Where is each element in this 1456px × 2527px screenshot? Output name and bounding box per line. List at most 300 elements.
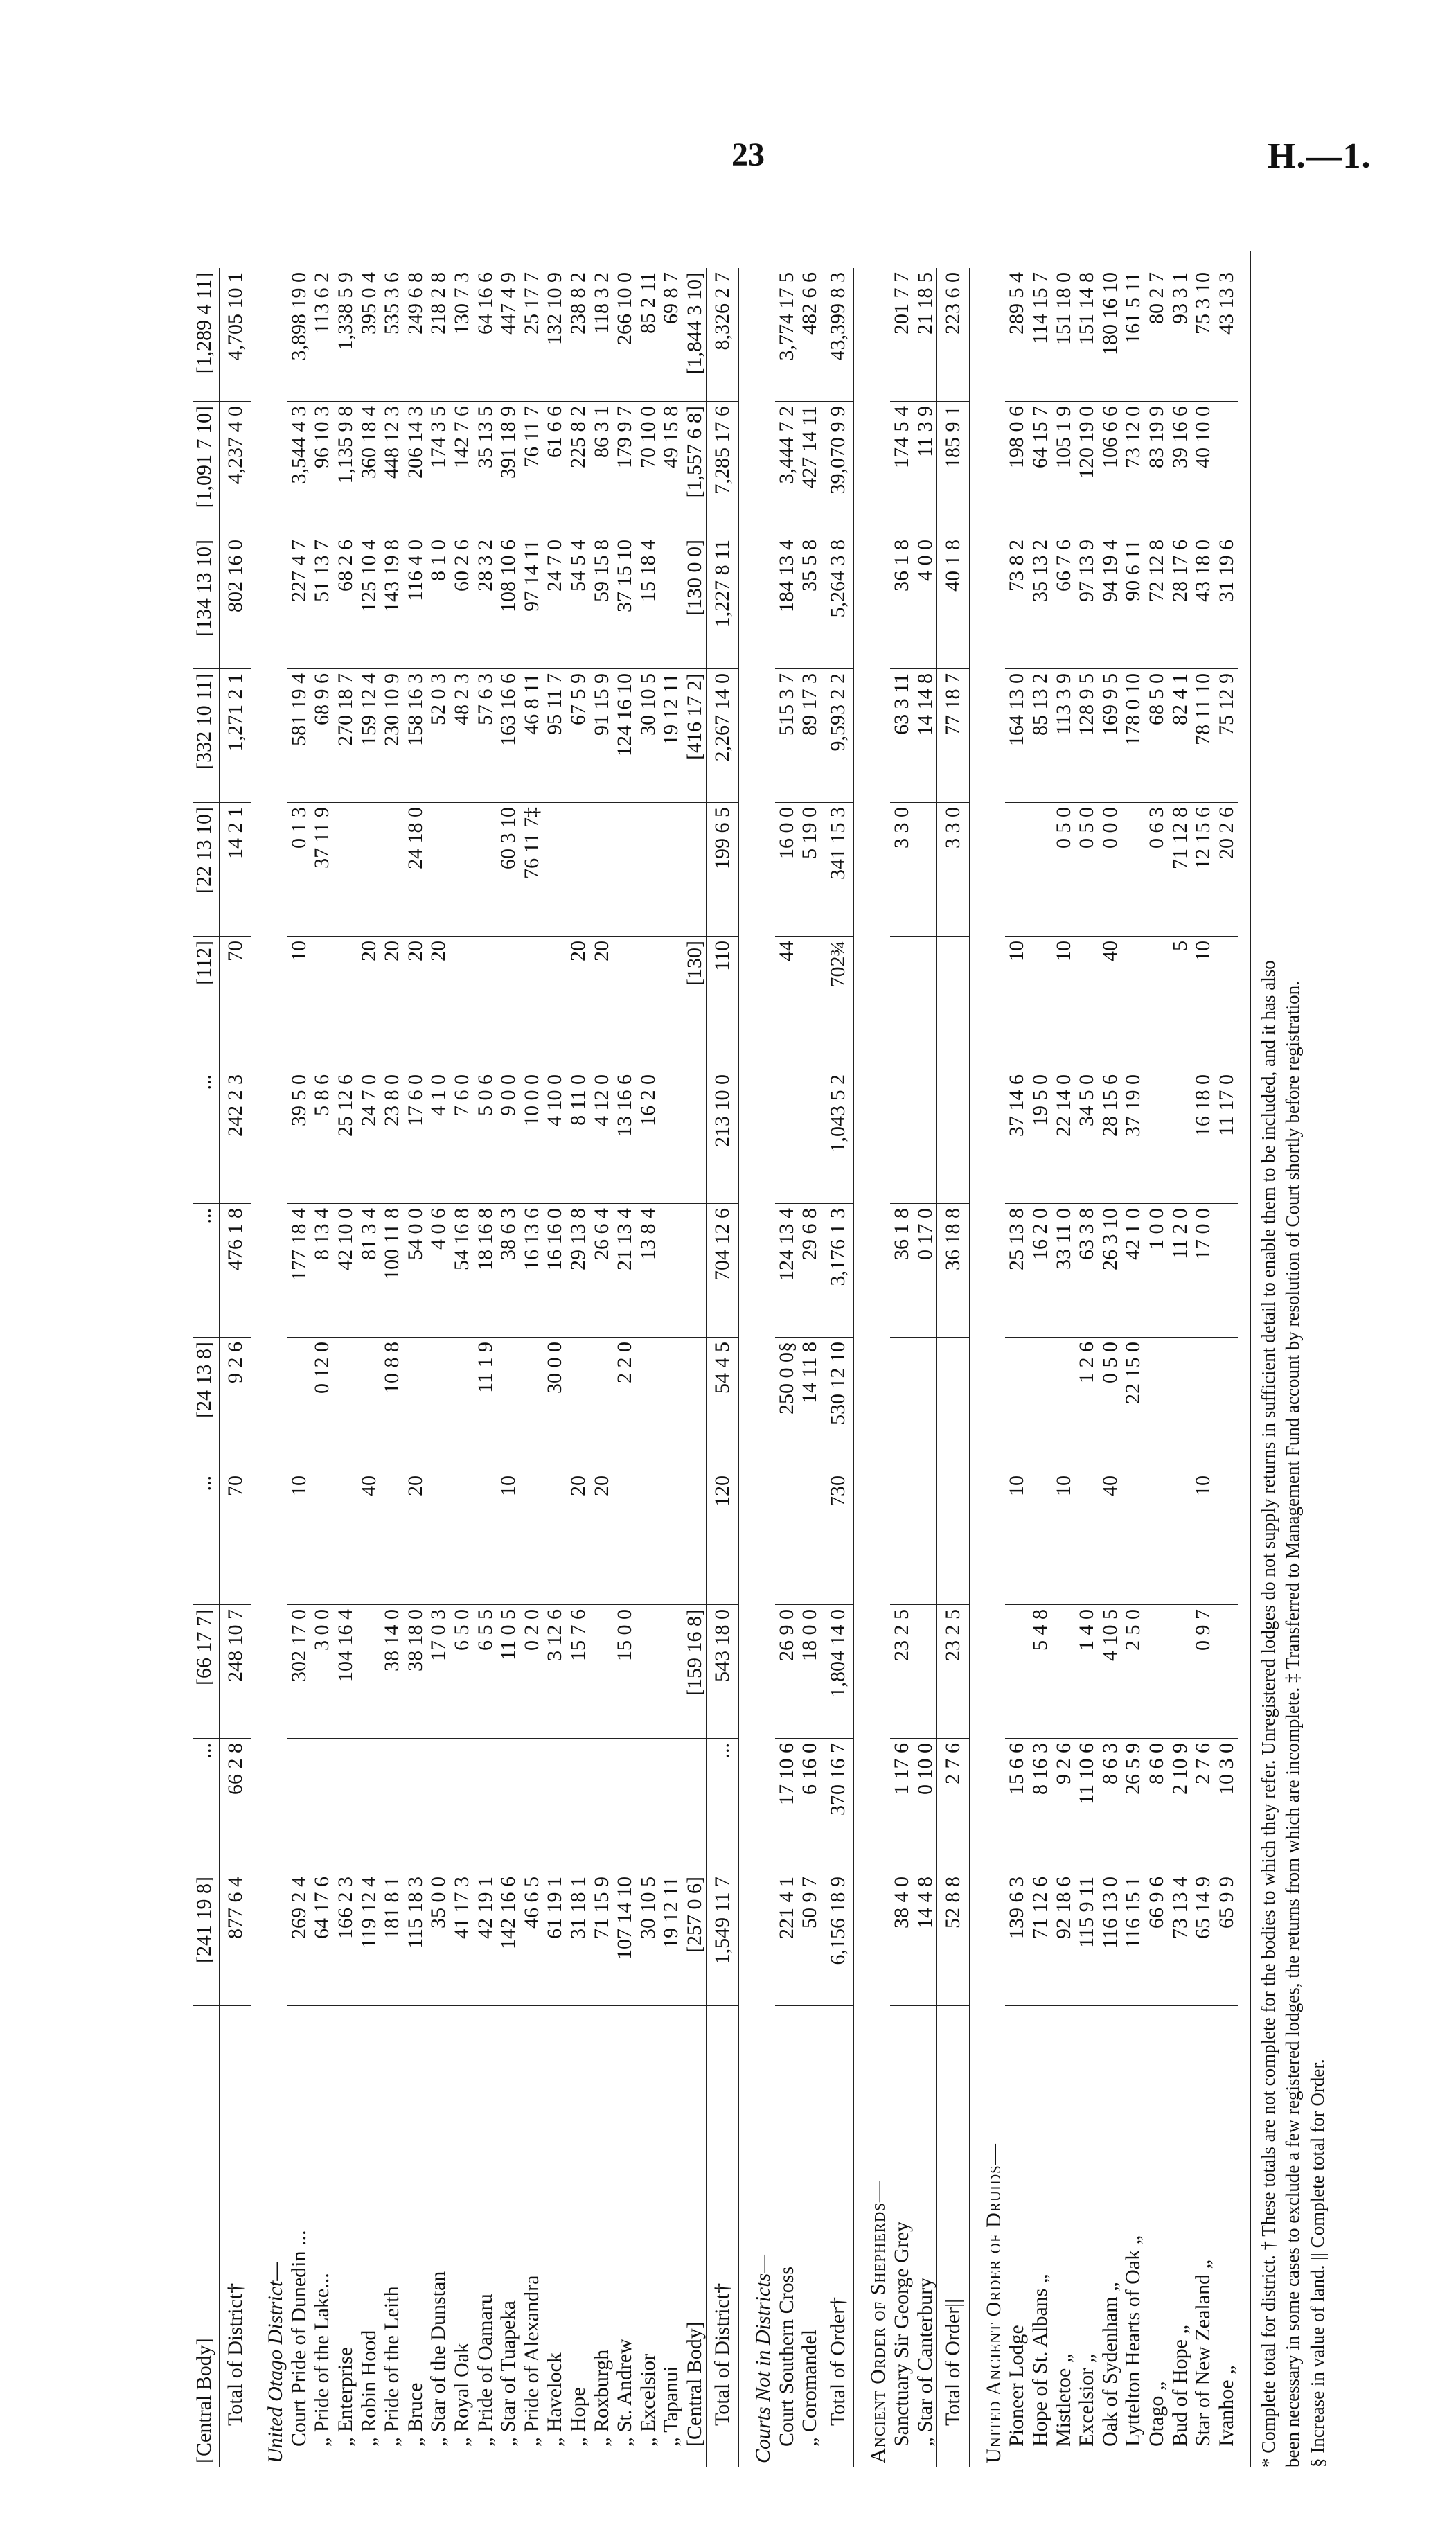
value-cell [937,1471,970,1605]
value-cell: 24 18 0 [404,803,427,937]
value-cell: 110 [707,937,739,1070]
table-row [567,268,590,2467]
value-cell: 39,070 9 9 [822,402,854,535]
value-cell: 530 12 10 [822,1338,854,1471]
value-cell: 60 2 6 [450,535,474,669]
value-cell: 139 6 3 [1005,1872,1029,2006]
table-row [1075,268,1099,2467]
value-cell [1215,937,1239,1070]
value-cell: 16 16 0 [543,1204,567,1338]
value-cell: 11 1 9 [474,1338,497,1471]
value-cell [334,1471,357,1605]
value-cell [659,1338,683,1471]
value-cell: 23 8 0 [380,1070,404,1204]
value-cell: 8 1 0 [427,535,450,669]
value-cell [659,535,683,669]
value-cell: 26 5 9 [1121,1739,1145,1872]
value-cell [890,937,914,1070]
value-cell [914,803,937,937]
value-cell: ... [193,1204,219,1338]
table-row [380,268,404,2467]
value-cell: 17 0 0 [1191,1204,1215,1338]
value-cell [890,1070,914,1204]
row-label: Court Pride of Dunedin ... [287,2230,310,2447]
value-cell: 221 4 1 [775,1872,799,2006]
value-cell [613,803,637,937]
value-cell: 28 17 6 [1169,535,1192,669]
value-cell: 125 10 4 [357,535,381,669]
value-cell: 20 [357,937,381,1070]
section-heading: United Otago District— [264,2262,287,2463]
value-cell [543,803,567,937]
table-row [334,268,357,2467]
value-cell: 91 15 9 [590,669,614,803]
value-cell [1169,1070,1192,1204]
value-cell [380,803,404,937]
value-cell: 20 [380,937,404,1070]
value-cell: 289 5 4 [1005,268,1029,402]
value-cell: 0 5 0 [1075,803,1099,937]
value-cell: 44 [775,937,799,1070]
value-cell: 10 [1191,937,1215,1070]
value-cell: 20 [404,937,427,1070]
value-cell: 4 12 0 [590,1070,614,1204]
value-cell: 5,264 3 8 [822,535,854,669]
value-cell [357,1338,381,1471]
value-cell [637,937,660,1070]
value-cell [1215,1471,1239,1605]
value-cell: 179 9 7 [613,402,637,535]
value-cell: 116 4 0 [404,535,427,669]
value-cell: 3 0 0 [310,1605,334,1739]
value-cell: 164 13 0 [1005,669,1029,803]
value-cell: 75 3 10 [1191,268,1215,402]
value-cell: 0 5 0 [1052,803,1076,937]
value-cell: 49 15 8 [659,402,683,535]
row-label: „ Roxburgh [589,2349,613,2447]
value-cell: 23 2 5 [937,1605,970,1739]
value-cell [1075,1471,1099,1605]
value-cell: 4 0 0 [914,535,937,669]
page-number: 23 [731,136,765,173]
value-cell [427,1471,450,1605]
value-cell [380,1739,404,1872]
value-cell: 52 8 8 [937,1872,970,2006]
row-label: „ Bruce [403,2382,427,2447]
value-cell: 180 16 10 [1099,268,1122,402]
value-cell: 4 10 5 [1099,1605,1122,1739]
table-row [890,268,914,2467]
value-cell: 42 10 0 [334,1204,357,1338]
value-cell: 223 6 0 [937,268,970,402]
table-row [520,268,544,2467]
row-label: „ Star of the Dunstan [427,2271,450,2447]
table-row [1215,268,1239,2467]
section-heading-row [251,268,287,2467]
value-cell: 120 [707,1471,739,1605]
value-cell: 3,176 1 3 [822,1204,854,1338]
value-cell: 8 13 4 [310,1204,334,1338]
table-row [543,268,567,2467]
value-cell [659,1204,683,1338]
value-cell: 230 10 9 [380,669,404,803]
table-row [450,268,474,2467]
value-cell: 206 14 3 [404,402,427,535]
value-cell: 218 2 8 [427,268,450,402]
value-cell [637,1338,660,1471]
value-cell: 5 19 0 [798,803,822,937]
value-cell: 178 0 10 [1121,669,1145,803]
value-cell: 81 3 4 [357,1204,381,1338]
value-cell: 10 8 8 [380,1338,404,1471]
value-cell: 35 5 8 [798,535,822,669]
value-cell: 8 6 3 [1099,1739,1122,1872]
value-cell: 248 10 7 [219,1605,251,1739]
value-cell: 37 14 6 [1005,1070,1029,1204]
value-cell: 1,271 2 1 [219,669,251,803]
value-cell [543,937,567,1070]
value-cell: 35 13 2 [1029,535,1052,669]
value-cell [1005,803,1029,937]
value-cell: 78 11 10 [1191,669,1215,803]
footnote-line: § Increase in value of land. || Complete total for Order. [1306,2059,1328,2467]
value-cell: 72 12 8 [1145,535,1169,669]
row-label: „ Robin Hood [357,2330,380,2447]
value-cell [427,1739,450,1872]
table-body [193,268,1238,2467]
value-cell: 68 9 6 [310,669,334,803]
table-row [357,268,381,2467]
value-cell: 70 [219,937,251,1070]
row-label: [Central Body] [682,2321,706,2447]
value-cell: 22 15 0 [1121,1338,1145,1471]
value-cell [497,937,520,1070]
row-label: „ Pride of Alexandra [520,2275,543,2447]
value-cell: 66 7 6 [1052,535,1076,669]
value-cell: 249 6 8 [404,268,427,402]
table-row [822,268,854,2467]
table-row [590,268,614,2467]
value-cell: 30 10 5 [637,669,660,803]
value-cell: 61 19 1 [543,1872,567,2006]
value-cell: 116 13 0 [1099,1872,1122,2006]
value-cell [637,803,660,937]
value-cell: 71 12 6 [1029,1872,1052,2006]
value-cell: 36 18 8 [937,1204,970,1338]
value-cell: 6 5 0 [450,1605,474,1739]
value-cell: 151 18 0 [1052,268,1076,402]
value-cell: 447 4 9 [497,268,520,402]
table-row [637,268,660,2467]
value-cell: 19 5 0 [1029,1070,1052,1204]
value-cell: 59 15 8 [590,535,614,669]
value-cell: 35 13 5 [474,402,497,535]
value-cell: 5 8 6 [310,1070,334,1204]
value-cell: 63 3 11 [890,669,914,803]
value-cell [798,1471,822,1605]
table-row [219,268,251,2467]
value-cell: 100 11 8 [380,1204,404,1338]
value-cell: [332 10 11] [193,669,219,803]
value-cell: 1,227 8 11 [707,535,739,669]
value-cell: 3,774 17 5 [775,268,799,402]
value-cell: 20 [404,1471,427,1605]
row-label: [Central Body] [193,2006,219,2468]
value-cell [637,1471,660,1605]
value-cell: 581 19 4 [287,669,311,803]
value-cell [914,1338,937,1471]
value-cell: [1,844 3 10] [683,268,707,402]
value-cell: 68 5 0 [1145,669,1169,803]
value-cell: 36 1 8 [890,1204,914,1338]
value-cell [450,1471,474,1605]
value-cell: 2 5 0 [1121,1605,1145,1739]
value-cell: 70 [219,1471,251,1605]
value-cell: 163 16 6 [497,669,520,803]
value-cell: 8 16 3 [1029,1739,1052,1872]
value-cell: 35 0 0 [427,1872,450,2006]
value-cell: 242 2 3 [219,1070,251,1204]
value-cell: 9,593 2 2 [822,669,854,803]
value-cell [404,1739,427,1872]
rotated-table-region [193,195,1356,2467]
value-cell [1029,1338,1052,1471]
value-cell: 95 11 7 [543,669,567,803]
value-cell: 3 12 6 [543,1605,567,1739]
value-cell: 29 13 8 [567,1204,590,1338]
value-cell: 50 9 7 [798,1872,822,2006]
row-label: Pioneer Lodge [1005,2325,1029,2447]
value-cell [775,1070,799,1204]
value-cell: 10 3 0 [1215,1739,1239,1872]
value-cell: 17 6 0 [404,1070,427,1204]
row-label: Otago „ [1144,2381,1168,2447]
value-cell: 4 1 0 [427,1070,450,1204]
row-label: „ Royal Oak [450,2343,473,2447]
value-cell: 23 2 5 [890,1605,914,1739]
table-row [1029,268,1052,2467]
value-cell [637,1605,660,1739]
value-cell [357,803,381,937]
row-label: „ St. Andrew [613,2339,637,2447]
value-cell: ... [193,1471,219,1605]
value-cell [659,1471,683,1605]
value-cell: 40 [357,1471,381,1605]
value-cell [334,937,357,1070]
value-cell [287,1338,311,1471]
value-cell: 38 4 0 [890,1872,914,2006]
value-cell [590,803,614,937]
value-cell: 118 3 2 [590,268,614,402]
value-cell: 105 1 9 [1052,402,1076,535]
value-cell: 535 3 6 [380,268,404,402]
value-cell [1121,1471,1145,1605]
value-cell: 14 2 1 [219,803,251,937]
value-cell [890,1338,914,1471]
value-cell [1029,1471,1052,1605]
value-cell: 119 12 4 [357,1872,381,2006]
value-cell: 10 [1191,1471,1215,1605]
value-cell [287,1739,311,1872]
value-cell: 3 3 0 [890,803,914,937]
value-cell: 158 16 3 [404,669,427,803]
value-cell: 8 6 0 [1145,1739,1169,1872]
table-row [310,268,334,2467]
value-cell: 97 13 9 [1075,535,1099,669]
table-row [683,268,707,2467]
value-cell: 1,135 9 8 [334,402,357,535]
value-cell [890,1471,914,1605]
value-cell [937,1070,970,1204]
value-cell: 877 6 4 [219,1872,251,2006]
value-cell: 68 2 6 [334,535,357,669]
value-cell: [130] [683,937,707,1070]
value-cell: 0 6 3 [1145,803,1169,937]
value-cell: 113 3 9 [1052,669,1076,803]
value-cell: 65 9 9 [1215,1872,1239,2006]
value-cell: 24 7 0 [357,1070,381,1204]
value-cell: 10 0 0 [520,1070,544,1204]
table-row [427,268,450,2467]
table-row [914,268,937,2467]
value-cell: 80 2 7 [1145,268,1169,402]
value-cell: 16 13 6 [520,1204,544,1338]
value-cell [1145,1070,1169,1204]
value-cell: 391 18 9 [497,402,520,535]
value-cell: 64 16 6 [474,268,497,402]
value-cell: 71 15 9 [590,1872,614,2006]
table-row [798,268,822,2467]
value-cell: 1 17 6 [890,1739,914,1872]
row-label: „ Hope [566,2387,589,2447]
value-cell: 20 [567,937,590,1070]
value-cell: 476 1 8 [219,1204,251,1338]
value-cell: 181 8 1 [380,1872,404,2006]
value-cell [357,1739,381,1872]
value-cell [1145,1605,1169,1739]
value-cell [567,803,590,937]
value-cell [474,803,497,937]
value-cell [683,1471,707,1605]
value-cell: 1,804 14 0 [822,1605,854,1739]
table-row [1145,268,1169,2467]
value-cell: 66 9 6 [1145,1872,1169,2006]
value-cell: 3,898 19 0 [287,268,311,402]
value-cell: 238 8 2 [567,268,590,402]
value-cell [567,1338,590,1471]
value-cell: 184 13 4 [775,535,799,669]
value-cell: 2 7 6 [937,1739,970,1872]
value-cell [775,1471,799,1605]
value-cell: 17 0 3 [427,1605,450,1739]
value-cell: 1 0 0 [1145,1204,1169,1338]
table-row [1169,268,1192,2467]
value-cell: 124 16 10 [613,669,637,803]
value-cell: 543 18 0 [707,1605,739,1739]
value-cell: 0 10 0 [914,1739,937,1872]
value-cell: 16 2 0 [637,1070,660,1204]
value-cell: [24 13 8] [193,1338,219,1471]
value-cell: 69 8 7 [659,268,683,402]
value-cell: [112] [193,937,219,1070]
value-cell: 39 16 6 [1169,402,1192,535]
value-cell: 20 [567,1471,590,1605]
value-cell [1121,937,1145,1070]
value-cell: 21 18 5 [914,268,937,402]
value-cell: 4,705 10 1 [219,268,251,402]
value-cell: 227 4 7 [287,535,311,669]
value-cell: 19 12 11 [659,1872,683,2006]
value-cell: 704 12 6 [707,1204,739,1338]
value-cell: 3,444 7 2 [775,402,799,535]
value-cell [914,1605,937,1739]
table-row [404,268,427,2467]
value-cell [380,1471,404,1605]
value-cell: 132 10 9 [543,268,567,402]
value-cell: 1,338 5 9 [334,268,357,402]
value-cell: 0 0 0 [1099,803,1122,937]
value-cell: 37 15 10 [613,535,637,669]
value-cell: 7 6 0 [450,1070,474,1204]
value-cell: 448 12 3 [380,402,404,535]
value-cell: 33 11 0 [1052,1204,1076,1338]
value-cell [683,1338,707,1471]
value-cell [1121,803,1145,937]
value-cell: 130 7 3 [450,268,474,402]
value-cell [520,1739,544,1872]
value-cell: 75 12 9 [1215,669,1239,803]
value-cell: 5 4 8 [1029,1605,1052,1739]
value-cell: 86 3 1 [590,402,614,535]
value-cell: 30 10 5 [637,1872,660,2006]
value-cell [334,1739,357,1872]
value-cell: 73 8 2 [1005,535,1029,669]
value-cell: 174 5 4 [890,402,914,535]
row-label: Total of District† [219,2006,251,2468]
value-cell: 15 7 6 [567,1605,590,1739]
value-cell: 802 16 0 [219,535,251,669]
value-cell: 20 [427,937,450,1070]
value-cell: 10 [1052,1471,1076,1605]
value-cell: [159 16 8] [683,1605,707,1739]
value-cell: 20 [590,1471,614,1605]
row-label: Sanctuary Sir George Grey [890,2221,914,2447]
value-cell: ... [193,1070,219,1204]
value-cell: 225 8 2 [567,402,590,535]
value-cell: 9 2 6 [1052,1739,1076,1872]
value-cell: 266 10 0 [613,268,637,402]
value-cell: 1 4 0 [1075,1605,1099,1739]
value-cell: 360 18 4 [357,402,381,535]
value-cell: 15 0 0 [613,1605,637,1739]
value-cell [937,937,970,1070]
value-cell: 198 0 6 [1005,402,1029,535]
value-cell [798,937,822,1070]
value-cell: 83 19 9 [1145,402,1169,535]
table-row [497,268,520,2467]
table-row [1052,268,1076,2467]
value-cell [497,1739,520,1872]
value-cell: 94 19 4 [1099,535,1122,669]
value-cell: 34 5 0 [1075,1070,1099,1204]
value-cell: 51 13 7 [310,535,334,669]
value-cell [1145,1471,1169,1605]
section-heading-row [739,268,775,2467]
value-cell: 730 [822,1471,854,1605]
value-cell: 6 16 0 [798,1739,822,1872]
value-cell: 16 2 0 [1029,1204,1052,1338]
value-cell: 43 13 3 [1215,268,1239,402]
